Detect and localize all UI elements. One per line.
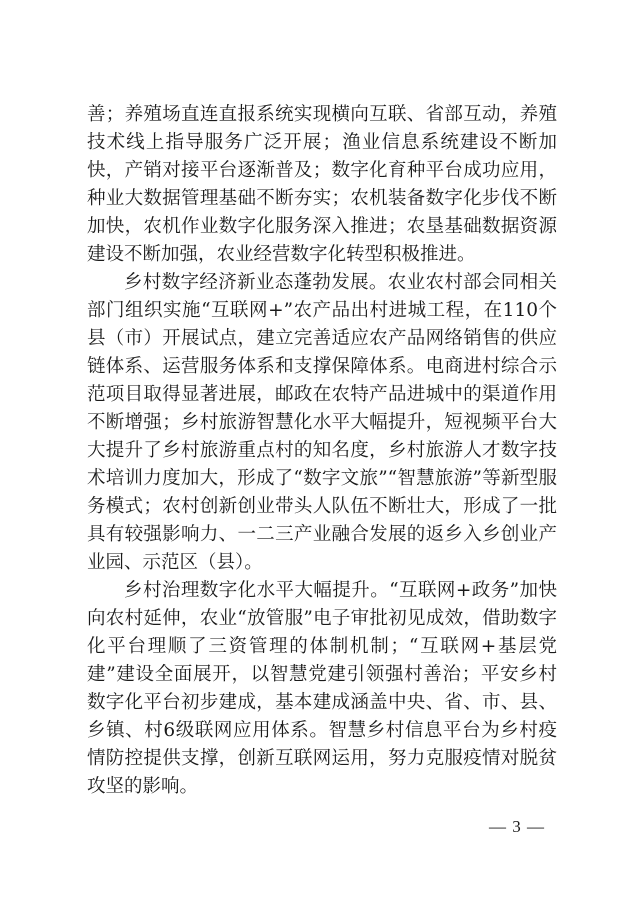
body-text xyxy=(87,101,557,801)
paragraph-rural-governance: 乡村治理数字化水平大幅提升。“互联网+政务”加快向农村延伸，农业“放管服”电子审批初见成效，借助数字化平台理顺了三资管理的体制机制；“互联网+基层党建”建设全面展开，以智慧党建引领强村善治；平安乡村数字化平台初步建成，基本建成涵盖中央、省、市、县、乡镇、村6级联网应用体系。智慧乡村信息平台为乡村疫情防控提供支撑，创新互联网运用，努力克服疫情对脱贫攻坚的影响。 xyxy=(87,580,557,797)
paragraph-rural-digital-economy: 乡村数字经济新业态蓬勃发展。农业农村部会同相关部门组织实施“互联网+”农产品出村进城工程，在110个县（市）开展试点，建立完善适应农产品网络销售的供应链体系、运营服务体系和支撑保障体系。电商进村综合示范项目取得显著进展，邮政在农特产品进城中的渠道作用不断增强；乡村旅游智慧化水平大幅提升，短视频平台大大提升了乡村旅游重点村的知名度，乡村旅游人才数字技术培训力度加大，形成了“数字文旅”“智慧旅游”等新型服务模式；农村创新创业带头人队伍不断壮大，形成了一批具有较强影响力、一二三产业融合发展的返乡入乡创业产业园、示范区（县）。 xyxy=(87,272,557,573)
page-number: — 3 — xyxy=(489,817,545,836)
paragraph-continuation: 善；养殖场直连直报系统实现横向互联、省部互动，养殖技术线上指导服务广泛开展；渔业信息系统建设不断加快，产销对接平台逐渐普及；数字化育种平台成功应用，种业大数据管理基础不断夯实；农机装备数字化步伐不断加快，农机作业数字化服务深入推进；农垦基础数据资源建设不断加强，农业经营数字化转型积极推进。 xyxy=(87,104,557,265)
